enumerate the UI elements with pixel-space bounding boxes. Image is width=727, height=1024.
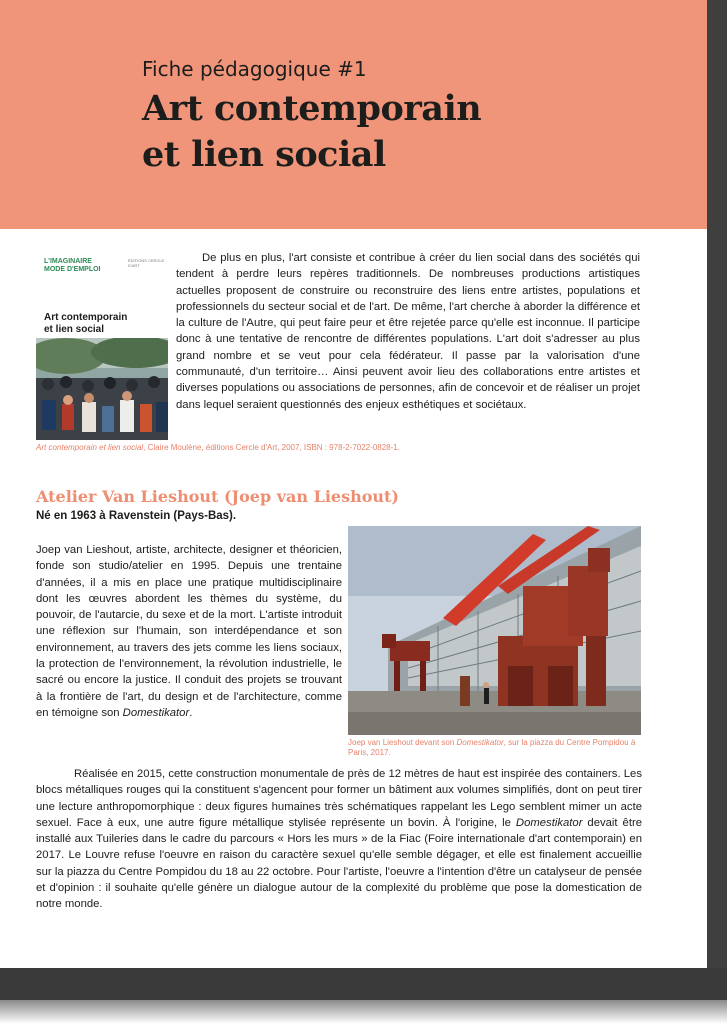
header-banner	[0, 0, 707, 229]
section-title: Atelier Van Lieshout (Joep van Lieshout)	[36, 487, 399, 506]
book-caption	[36, 443, 400, 452]
body-work-title: Domestikator	[515, 816, 583, 829]
intro-paragraph: De plus en plus, l'art consiste et contribue à créer du lien social dans des sociétés qui tendent à perdre leurs repères traditionnels. De nombreuses productions artistiques actuelles proposent de construire ou reconstruire des liens entre artistes, populations et professionnels du secteur social et de l'art. De même, l'art cherche à aborder la différence et la culture de l'Autre, qui peut faire peur et être rejetée parce qu'elle est inconnue. Il participe donc à une tentative de rencontre de différentes populations. L'art doit s'adresser au plus grand nombre et se veut pour cela fédérateur. Il passe par la valorisation d'une communauté, d'un territoire… Ainsi peuvent avoir lieu des collaborations entre artistes et diverses populations ou associations de personnes, afin de concevoir et de réaliser un projet dans lequel seraient questionnés des enjeux esthétiques et sociétaux.	[176, 252, 640, 411]
book-cover-title: Art contemporain et lien social	[44, 312, 128, 335]
artist-bio	[36, 542, 342, 721]
page-frame-bottom	[0, 968, 727, 1000]
page-title	[142, 86, 481, 178]
bio-text: Joep van Lieshout, artiste, architecte, designer et théoricien, fonde son studio/atelier en 1995. Depuis une trentaine d'années, il a mis en place une pratique multidisciplinaire dont les œuvres abordent les thèmes du système, du pouvoir, de l'autarcie, du sexe et de la mort. L'artiste introduit une réflexion sur l'humain, son interdépendance et son environnement, au travers des jets comme les liens sociaux, la protection de l'environnement, la révolution industrielle, le sacré ou encore la justice. Il conduit des projets se trouvant à la frontière de l'art, du design et de l'architecture, comme en témoigne son	[36, 544, 342, 719]
bio-end: .	[189, 706, 193, 719]
page-shadow-bottom	[0, 1000, 727, 1024]
photo-caption: Joep van Lieshout devant son Domestikator, sur la piazza du Centre Pompidou à Paris, 2017.	[348, 738, 636, 757]
page-frame-right	[707, 0, 727, 1000]
body-paragraph: Réalisée en 2015, cette construction monumentale de près de 12 mètres de haut est inspirée des containers. Les blocs métalliques rouges qui la constituent s'agencent pour former un bâtiment aux volumes simplifiés, dont on peut tirer une lecture anthropomorphique : deux figures humaines très schématiques rappelant les Lego semblent mimer un acte sexuel. Face à eux, une autre figure métallique stylisée représente un bovin. À l'origine, le Domestikator devait être installé aux Tuileries dans le cadre du parcours « Hors les murs » de la Fiac (Foire internationale d'art contemporain) en 2017. Le Louvre refuse l'oeuvre en raison du caractère sexuel qu'elle semble dégager, et elle est finalement accueillie sur la piazza du Centre Pompidou du 18 au 22 octobre. Pour l'artiste, l'oeuvre a l'intention d'être un catalyseur de pensée et d'opinion : il souhaite qu'elle génère un dialogue autour de la complexité du problème que pose la domestication de notre monde.	[36, 768, 643, 911]
book-caption-title: Art contemporain et lien social	[36, 443, 144, 452]
bio-work-title: Domestikator	[122, 706, 190, 719]
book-cover	[36, 254, 168, 440]
photo-caption-work: Domestikator	[456, 738, 504, 747]
section-subtitle: Né en 1963 à Ravenstein (Pays-Bas).	[36, 510, 237, 522]
domestikator-photo	[348, 526, 641, 735]
book-series-logo: L'IMAGINAIRE MODE D'EMPLOI	[44, 258, 101, 273]
book-caption-details: , Claire Moulène, éditions Cercle d'Art, 2007, ISBN : 978-2-7022-0828-1.	[143, 443, 400, 452]
book-publisher: ÉDITIONS CERCLE D'ART	[128, 258, 165, 268]
title-line-1: Art contemporain	[142, 88, 482, 129]
book-cover-photo	[36, 338, 168, 440]
page-shadow-corner	[707, 1000, 727, 1024]
sheet-kicker: Fiche pédagogique #1	[142, 57, 367, 81]
title-line-2: et lien social	[142, 134, 386, 175]
